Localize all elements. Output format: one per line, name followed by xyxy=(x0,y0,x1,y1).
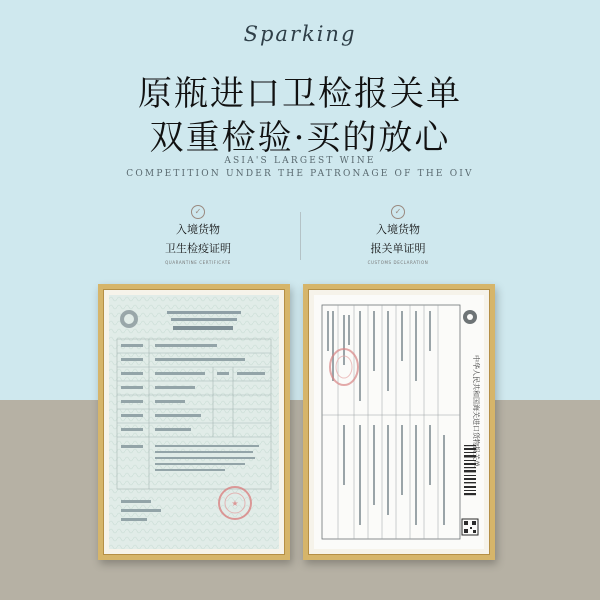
qr-code-icon xyxy=(462,519,478,535)
customs-emblem-icon xyxy=(463,310,477,324)
health-certificate-image xyxy=(109,295,279,549)
certificate-frame-right xyxy=(303,284,495,560)
customs-side-title: 中华人民共和国海关进口货物报关单 xyxy=(472,355,480,467)
tagline-line-2: COMPETITION UNDER THE PATRONAGE OF THE OIV xyxy=(126,169,474,179)
badge-title-line-2: 报关单证明 xyxy=(370,242,426,255)
health-certificate-document xyxy=(109,295,279,549)
check-circle-icon: ✓ xyxy=(391,205,405,219)
customs-declaration-image xyxy=(314,295,484,549)
badge-customs-declaration xyxy=(318,205,478,265)
tagline-line-1: ASIA'S LARGEST WINE xyxy=(224,156,376,166)
badge-subtitle: QUARANTINE CERTIFICATE xyxy=(165,260,231,265)
certificate-frame-left xyxy=(98,284,290,560)
badge-health-certificate xyxy=(118,205,278,265)
customs-declaration-document xyxy=(314,295,484,549)
headline-line-2: 双重检验·买的放心 xyxy=(149,118,451,158)
floor-background xyxy=(0,400,600,600)
check-circle-icon: ✓ xyxy=(191,205,205,219)
badge-title-line-1: 入境货物 xyxy=(176,223,220,236)
badge-subtitle: CUSTOMS DECLARATION xyxy=(367,260,429,265)
emblem-icon xyxy=(120,310,138,328)
badge-title-line-2: 卫生检疫证明 xyxy=(165,242,231,255)
brand-logo: Sparking xyxy=(243,22,357,46)
badge-divider xyxy=(300,212,301,260)
badge-title-line-1: 入境货物 xyxy=(376,223,420,236)
headline-line-1: 原瓶进口卫检报关单 xyxy=(138,74,462,114)
svg-text:★: ★ xyxy=(231,499,239,508)
